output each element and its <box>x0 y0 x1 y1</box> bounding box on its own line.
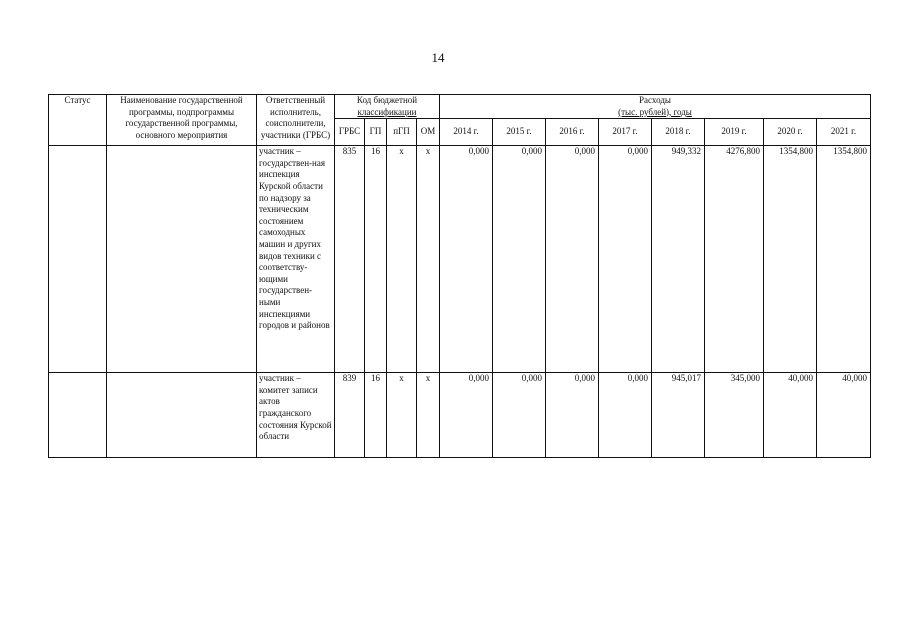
value-2017-cell: 0,000 <box>599 373 652 458</box>
value-2014-cell: 0,000 <box>440 373 493 458</box>
budget-expenses-table <box>48 94 871 458</box>
value-2016-cell: 0,000 <box>546 146 599 373</box>
year-header-2016: 2016 г. <box>546 119 599 146</box>
year-header-2017: 2017 г. <box>599 119 652 146</box>
name-cell <box>107 146 257 373</box>
expenses-header <box>440 95 871 119</box>
status-cell <box>49 146 107 373</box>
year-header-2018: 2018 г. <box>652 119 705 146</box>
year-header-2019: 2019 г. <box>705 119 764 146</box>
om-cell: х <box>417 373 440 458</box>
value-2020-cell: 1354,800 <box>764 146 817 373</box>
value-2021-cell: 1354,800 <box>817 146 871 373</box>
value-2018-cell: 945,017 <box>652 373 705 458</box>
expenses-header-line1: Расходы <box>639 95 671 105</box>
pgp-cell: х <box>387 373 417 458</box>
value-2020-cell: 40,000 <box>764 373 817 458</box>
table-row <box>49 373 871 458</box>
grbs-cell: 839 <box>335 373 365 458</box>
status-header: Статус <box>49 95 107 146</box>
year-header-2020: 2020 г. <box>764 119 817 146</box>
year-header-2021: 2021 г. <box>817 119 871 146</box>
om-cell: х <box>417 146 440 373</box>
status-cell <box>49 373 107 458</box>
value-2018-cell: 949,332 <box>652 146 705 373</box>
code-header-gp: ГП <box>365 119 387 146</box>
pgp-cell: х <box>387 146 417 373</box>
expenses-header-line2: (тыс. рублей), годы <box>618 106 692 117</box>
value-2015-cell: 0,000 <box>493 146 546 373</box>
budget-code-header-line1: Код бюджетной <box>356 95 418 105</box>
budget-code-header <box>335 95 440 119</box>
grbs-cell: 835 <box>335 146 365 373</box>
gp-cell: 16 <box>365 146 387 373</box>
value-2021-cell: 40,000 <box>817 373 871 458</box>
value-2016-cell: 0,000 <box>546 373 599 458</box>
value-2015-cell: 0,000 <box>493 373 546 458</box>
page-number: 14 <box>431 50 445 65</box>
name-header: Наименование государственной программы, подпрограммы государственной программы, основного мероприятия <box>107 95 257 146</box>
value-2019-cell: 345,000 <box>705 373 764 458</box>
year-header-2014: 2014 г. <box>440 119 493 146</box>
code-header-pgp: пГП <box>387 119 417 146</box>
budget-code-header-line2: классификации <box>357 106 417 117</box>
executor-header: Ответственный исполнитель, соисполнители, участники (ГРБС) <box>257 95 335 146</box>
value-2014-cell: 0,000 <box>440 146 493 373</box>
code-header-grbs: ГРБС <box>335 119 365 146</box>
code-header-om: ОМ <box>417 119 440 146</box>
year-header-2015: 2015 г. <box>493 119 546 146</box>
value-2017-cell: 0,000 <box>599 146 652 373</box>
header-row-main <box>49 95 871 119</box>
table-row <box>49 146 871 373</box>
participant-cell: участник – государствен-ная инспекция Курской области по надзору за техническим состоянием самоходных машин и других видов техники с соответству-ющими государствен-ными инспекциями городов и районов <box>257 146 335 373</box>
participant-cell: участник – комитет записи актов гражданского состояния Курской области <box>257 373 335 458</box>
value-2019-cell: 4276,800 <box>705 146 764 373</box>
name-cell <box>107 373 257 458</box>
gp-cell: 16 <box>365 373 387 458</box>
